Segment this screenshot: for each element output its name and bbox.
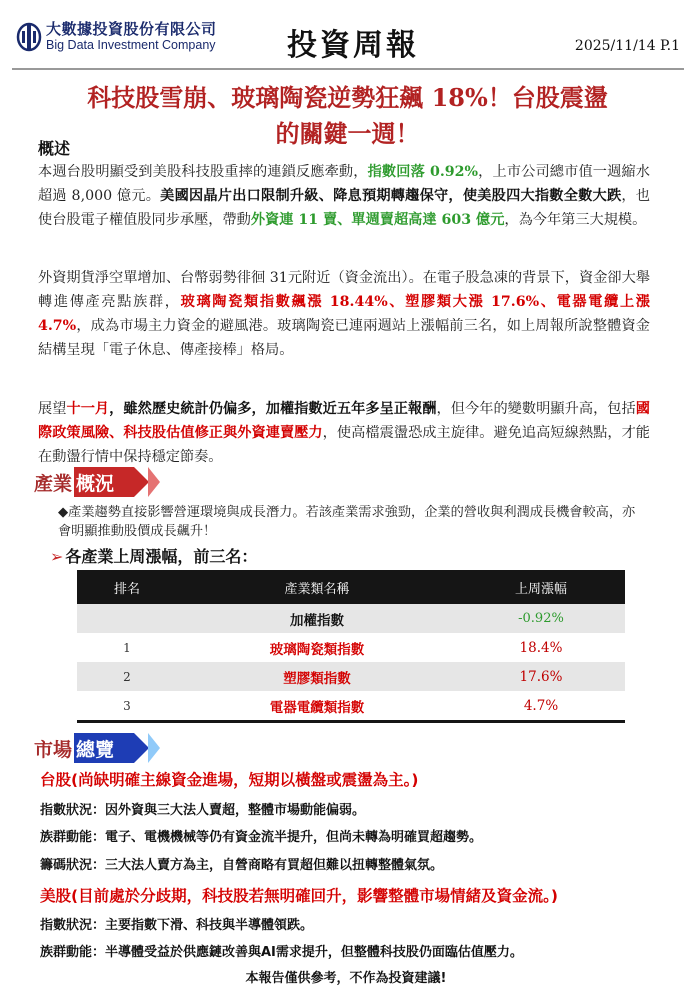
p1-text-c: ，上市公司總市值一週縮水超過 8,000 億元。 bbox=[38, 164, 650, 204]
p1-text-e: ，也使台股電子權值股同步承壓，帶動 bbox=[38, 188, 650, 228]
industry-banner-text: 概況 bbox=[76, 472, 115, 495]
p1-text-a: 本週台股明顯受到美股科技股重摔的連鎖反應牽動， bbox=[38, 164, 368, 180]
p3-text-f: ，使高檔震盪恐成主旋律。避免追高短線熱點，才能在動盪行情中保持穩定節奏。 bbox=[38, 425, 650, 465]
tw-index-status: 指數狀況：因外資與三大法人賣超，整體市場動能偏弱。 bbox=[40, 803, 366, 818]
industry-ranking-table bbox=[77, 570, 625, 723]
industry-table-title-text: 各產業上周漲幅，前三名： bbox=[65, 547, 258, 566]
table-row bbox=[77, 633, 625, 662]
p2-text-a: 外資期貨淨空單增加、台幣弱勢徘徊 31元附近（資金流出）。在電子股急凍的背景下，資金卻大舉轉進傳產亮點族群， bbox=[38, 270, 650, 310]
industry-note: ◆產業趨勢直接影響營運環境與成長潛力。若該產業需求強勁，企業的營收與利潤成長機會較高，亦會明顯推動股價成長飆升！ bbox=[58, 505, 636, 539]
table-cell-rank: 2 bbox=[77, 662, 177, 691]
table-header-row bbox=[77, 570, 625, 604]
market-banner-label-right bbox=[74, 733, 134, 763]
table-row bbox=[77, 662, 625, 691]
table-header-rank: 排名 bbox=[77, 570, 177, 604]
table-cell-rank: 3 bbox=[77, 691, 177, 720]
logo-mark-icon bbox=[16, 22, 42, 52]
headline bbox=[20, 80, 675, 152]
market-banner-label-left: 市場 bbox=[34, 738, 73, 761]
market-section-banner bbox=[34, 733, 134, 763]
table-cell-rank bbox=[77, 604, 177, 633]
overview-label: 概述 bbox=[38, 139, 71, 158]
headline-line-1: 科技股雪崩、玻璃陶瓷逆勢狂飆 18%！台股震盪 bbox=[87, 83, 608, 112]
table-header-name: 產業類名稱 bbox=[177, 570, 457, 604]
report-title: 投資周報 bbox=[287, 28, 419, 63]
p3-highlight-november: 十一月 bbox=[66, 401, 110, 417]
table-cell-rank: 1 bbox=[77, 633, 177, 662]
table-cell-name: 塑膠類指數 bbox=[177, 662, 457, 691]
industry-section-banner bbox=[34, 467, 134, 497]
overview-paragraph-1 bbox=[38, 160, 650, 232]
p3-text-a: 展望 bbox=[38, 401, 67, 417]
tw-group-momentum: 族群動能：電子、電機機械等仍有資金流半提升，但尚未轉為明確買超趨勢。 bbox=[40, 830, 483, 845]
table-cell-change: 4.7% bbox=[457, 691, 625, 720]
table-cell-change: 17.6% bbox=[457, 662, 625, 691]
headline-line-2: 的關鍵一週！ bbox=[275, 119, 420, 148]
industry-banner-label-right bbox=[74, 467, 134, 497]
us-index-status: 指數狀況：主要指數下滑、科技與半導體領跌。 bbox=[40, 918, 314, 933]
overview-paragraph-2 bbox=[38, 266, 650, 362]
tw-market-heading: 台股(尚缺明確主線資金進場，短期以橫盤或震盪為主。) bbox=[40, 771, 419, 789]
tw-chip-status: 籌碼狀況：三大法人賣方為主，自營商略有買超但難以扭轉整體氣氛。 bbox=[40, 858, 444, 873]
overview-paragraph-3 bbox=[38, 397, 650, 469]
header-divider bbox=[12, 68, 684, 70]
chevron-right-icon bbox=[134, 467, 149, 497]
report-header bbox=[0, 0, 692, 70]
table-header-change: 上周漲幅 bbox=[457, 570, 625, 604]
p3-highlight-risks: 國際政策風險、科技股估值修正與外資連賣壓力 bbox=[38, 401, 650, 441]
chevron-right-icon bbox=[148, 733, 160, 763]
table-row bbox=[77, 691, 625, 720]
company-logo bbox=[16, 22, 217, 52]
p3-bold-history: ，雖然歷史統計仍偏多，加權指數近五年多呈正報酬 bbox=[109, 401, 437, 417]
table-bottom-rule bbox=[77, 720, 625, 723]
logo-company-name-en: Big Data Investment Company bbox=[46, 38, 216, 53]
table-cell-change: -0.92% bbox=[457, 604, 625, 633]
p1-highlight-index-drop: 指數回落 0.92% bbox=[367, 164, 479, 180]
industry-table-title bbox=[50, 544, 257, 567]
arrow-right-icon: ➢ bbox=[50, 547, 64, 566]
p1-bold-us-markets: 美國因晶片出口限制升級、降息預期轉趨保守，使美股四大指數全數大跌 bbox=[160, 188, 622, 204]
p1-text-g: ，為今年第三大規模。 bbox=[504, 212, 647, 228]
p2-highlight-sector-gains: 玻璃陶瓷類指數飆漲 18.44%、塑膠類大漲 17.6%、電器電纜上漲 4.7% bbox=[38, 294, 650, 334]
table-row bbox=[77, 604, 625, 633]
p2-text-c: ，成為市場主力資金的避風港。玻璃陶瓷已連兩週站上漲幅前三名，如上周報所說整體資金結構呈現「電子休息、傳產接棒」格局。 bbox=[38, 318, 650, 358]
disclaimer-footer: 本報告僅供參考，不作為投資建議! bbox=[245, 971, 447, 986]
chevron-right-icon bbox=[134, 733, 149, 763]
us-market-heading: 美股(目前處於分歧期，科技股若無明確回升，影響整體市場情緒及資金流。) bbox=[40, 887, 558, 905]
p3-text-d: ，但今年的變數明顯升高，包括 bbox=[436, 401, 636, 417]
table-cell-name: 電器電纜類指數 bbox=[177, 691, 457, 720]
industry-banner-label-left: 產業 bbox=[34, 472, 73, 495]
report-date-page: 2025/11/14 P.1 bbox=[574, 38, 680, 54]
table-cell-name: 加權指數 bbox=[177, 604, 457, 633]
logo-company-name-cn: 大數據投資股份有限公司 bbox=[46, 20, 217, 39]
p1-highlight-foreign-selling: 外資連 11 賣、單週賣超高達 603 億元 bbox=[250, 212, 505, 228]
us-group-momentum: 族群動能：半導體受益於供應鏈改善與AI需求提升，但整體科技股仍面臨估值壓力。 bbox=[40, 945, 523, 960]
chevron-right-icon bbox=[148, 467, 160, 497]
table-cell-name: 玻璃陶瓷類指數 bbox=[177, 633, 457, 662]
market-banner-text: 總覽 bbox=[76, 738, 115, 761]
table-cell-change: 18.4% bbox=[457, 633, 625, 662]
